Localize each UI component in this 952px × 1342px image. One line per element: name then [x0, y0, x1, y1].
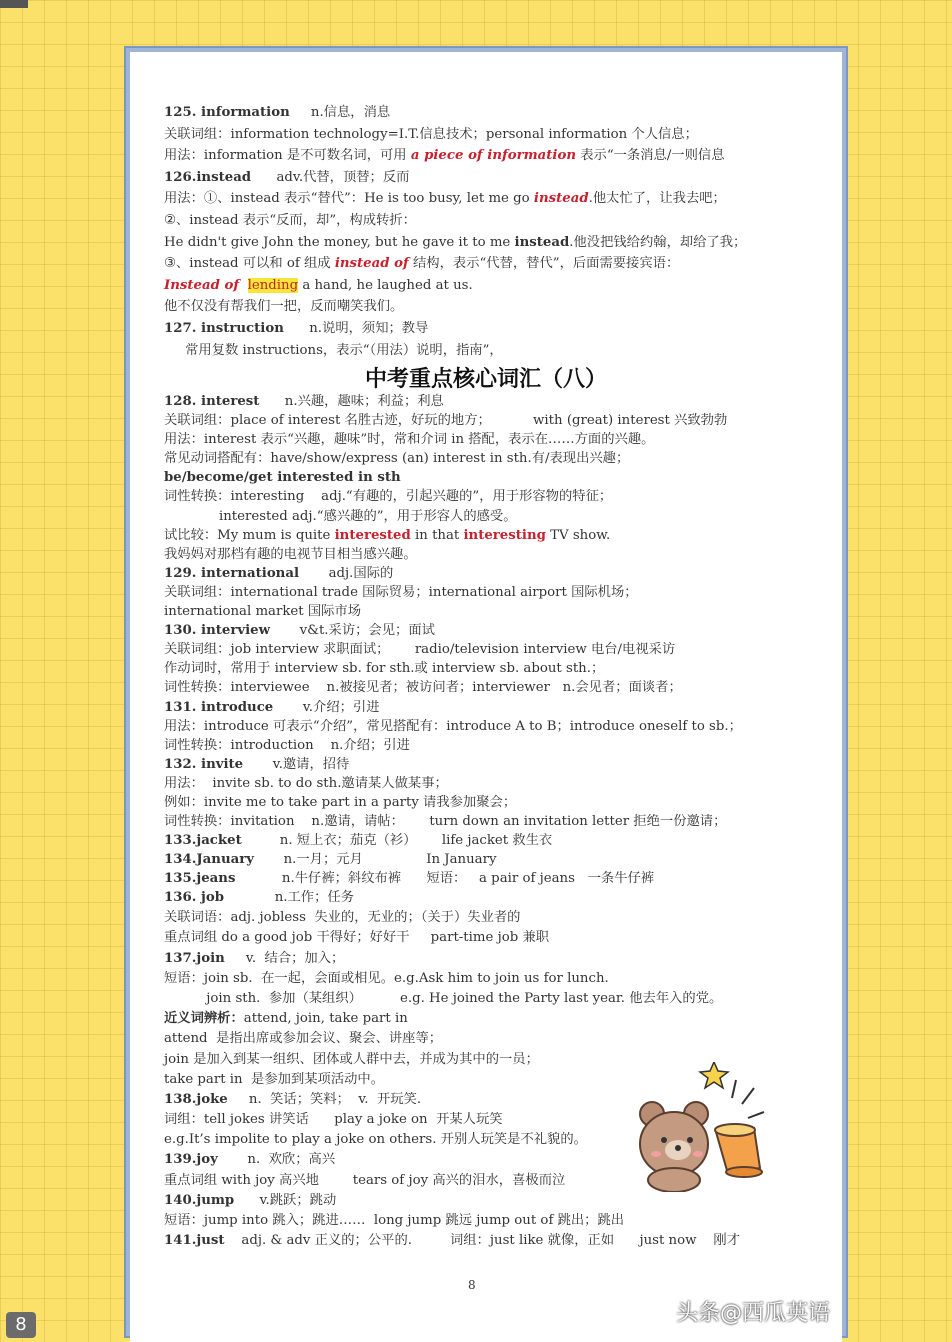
bear-with-hat-illustration	[636, 1062, 786, 1192]
text-span: .他太忙了，让我去吧；	[588, 191, 726, 207]
text-span: 关联词组：place of interest 名胜古迹，好玩的地方； with (great) interest 兴致勃勃	[164, 413, 728, 429]
text-line	[164, 167, 784, 189]
text-line	[164, 430, 784, 449]
text-line	[164, 102, 784, 124]
text-span	[239, 278, 247, 293]
text-span: n.牛仔裤；斜纹布裤 短语： a pair of jeans 一条牛仔裤	[235, 871, 655, 887]
text-span: 125. information	[164, 105, 290, 120]
text-line	[164, 564, 784, 583]
text-span: adj. & adv 正义的；公平的. 词组：just like 就像，正如 just now 刚才	[224, 1233, 741, 1249]
text-span: v.跳跃；跳动	[234, 1192, 337, 1208]
text-span: v. 结合；加入；	[224, 950, 345, 966]
text-span: attend 是指出席或参加会议、聚会、讲座等；	[164, 1031, 443, 1047]
text-span: He didn't give John the money, but he gave it to me	[164, 234, 515, 250]
text-span: ②、instead 表示“反而，却”，构成转折：	[164, 212, 416, 228]
text-span: 词性转换：interesting adj.“有趣的，引起兴趣的”，用于形容物的特征；	[164, 489, 613, 505]
text-line	[164, 698, 784, 717]
text-span: 试比较：My mum is quite	[164, 527, 335, 543]
text-span: 133.jacket	[164, 833, 242, 849]
page-badge: 8	[6, 1312, 36, 1338]
text-line	[164, 253, 784, 275]
text-span: 词性转换：invitation n.邀请，请帖： turn down an invitation letter 拒绝一份邀请；	[164, 814, 727, 830]
text-line	[164, 411, 784, 430]
entries-125-127	[164, 102, 784, 361]
text-span: be/become/get interested in sth	[164, 470, 401, 486]
text-span: interesting	[463, 527, 546, 543]
text-line	[164, 526, 784, 545]
text-span: 131. introduce	[164, 699, 274, 715]
text-line	[164, 296, 784, 318]
text-line	[164, 888, 784, 908]
text-line	[164, 1231, 784, 1251]
entries-128-135	[164, 392, 784, 888]
text-span: join 是加入到某一组织、团体或人群中去，并成为其中的一员；	[164, 1051, 539, 1067]
text-span: 重点词组 do a good job 干得好；好好干 part-time job 兼职	[164, 930, 550, 946]
text-line	[164, 908, 784, 928]
text-line	[164, 1211, 784, 1231]
text-span: a piece of information	[410, 148, 577, 164]
text-line	[164, 449, 784, 468]
text-line	[164, 969, 784, 989]
text-span: 常见动词搭配有：have/show/express (an) interest in sth.有/表现出兴趣；	[164, 451, 630, 467]
text-line	[164, 468, 784, 487]
text-line	[164, 640, 784, 659]
text-line	[164, 210, 784, 232]
text-line	[164, 232, 784, 254]
text-span: 结构，表示“代替，替代”，后面需要接宾语：	[408, 256, 680, 272]
text-span: 用法：interest 表示“兴趣，趣味”时，常和介词 in 搭配，表示在……方面的兴趣。	[164, 432, 655, 448]
text-span: 表示“一条消息/一则信息	[576, 148, 725, 164]
section-title: 中考重点核心词汇（八）	[364, 367, 607, 392]
text-span: n.一月；元月 In January	[253, 852, 497, 868]
watermark: 头条@西瓜英语	[676, 1301, 831, 1326]
text-span: 136. job	[164, 890, 224, 905]
text-line	[164, 793, 784, 812]
text-line	[164, 1029, 784, 1049]
text-span: instead	[514, 234, 570, 250]
text-line	[164, 1191, 784, 1211]
text-line	[164, 392, 784, 411]
text-line	[164, 340, 784, 362]
text-span: lending	[247, 277, 299, 293]
text-span: international market 国际市场	[164, 604, 362, 620]
text-span: ③、instead 可以和 of 组成	[164, 256, 335, 272]
text-line	[164, 602, 784, 621]
text-span: 他不仅没有帮我们一把，反而嘲笑我们。	[164, 299, 404, 315]
text-line	[164, 850, 784, 869]
text-span: 关联词组：international trade 国际贸易；international airport 国际机场；	[164, 584, 638, 600]
text-span: 139.joy	[164, 1152, 218, 1168]
text-span: n.工作；任务	[224, 890, 354, 905]
text-span: 短语：jump into 跳入；跳进…… long jump 跳远 jump out of 跳出；跳出	[164, 1213, 625, 1228]
text-line	[164, 774, 784, 793]
top-tab	[0, 0, 28, 8]
text-span: take part in 是参加到某项活动中。	[164, 1071, 385, 1087]
text-line	[164, 124, 784, 146]
text-span: 词性转换：interviewee n.被接见者；被访问者；interviewer n.会见者；面谈者；	[164, 680, 682, 696]
text-line	[164, 487, 784, 506]
text-span: join sth. 参加（某组织） e.g. He joined the Party last year. 他去年入的党。	[164, 990, 723, 1006]
text-line	[164, 507, 784, 526]
text-line	[164, 318, 784, 340]
text-line	[164, 869, 784, 888]
text-span: e.g.It’s impolite to play a joke on others. 开别人玩笑是不礼貌的。	[164, 1132, 587, 1148]
text-span: 129. international	[164, 565, 300, 581]
text-line	[164, 659, 784, 678]
text-span: a hand, he laughed at us.	[298, 277, 473, 293]
text-span: 126.instead	[164, 169, 252, 185]
text-span: 127. instruction	[164, 320, 284, 336]
text-line	[164, 545, 784, 564]
text-line	[164, 583, 784, 602]
text-span: n.兴趣，趣味；利益；利息	[259, 394, 444, 409]
text-span: 关联词组：job interview 求职面试； radio/television interview 电台/电视采访	[164, 642, 676, 658]
text-span: 我妈妈对那档有趣的电视节目相当感兴趣。	[164, 546, 417, 562]
text-span: instead	[533, 191, 589, 207]
text-span: n. 短上衣；茄克（衫） life jacket 救生衣	[241, 833, 553, 849]
text-line	[164, 831, 784, 850]
text-line	[164, 621, 784, 640]
text-span: 重点词组 with joy 高兴地 tears of joy 高兴的泪水，喜极而泣	[164, 1172, 566, 1188]
text-span: TV show.	[545, 527, 611, 543]
text-span: 140.jump	[164, 1192, 235, 1208]
text-line	[164, 928, 784, 948]
text-line	[164, 736, 784, 755]
text-span: 词组：tell jokes 讲笑话 play a joke on 开某人玩笑	[164, 1112, 503, 1128]
text-span: n.说明，须知；教导	[283, 320, 429, 336]
text-span: 135.jeans	[164, 871, 236, 887]
text-line	[164, 949, 784, 969]
text-span: n. 欢欣；高兴	[217, 1152, 336, 1168]
top-hat-icon	[715, 1124, 762, 1177]
text-span: in that	[410, 527, 464, 543]
footer-page-number: 8	[468, 1278, 476, 1292]
text-span: attend, join, take part in	[243, 1011, 408, 1027]
text-span: 137.join	[164, 950, 225, 966]
text-span: v.介绍；引进	[273, 699, 380, 715]
text-line	[164, 678, 784, 697]
text-line	[164, 755, 784, 774]
text-span: n. 笑话；笑料； v. 开玩笑.	[227, 1091, 422, 1107]
text-span: 128. interest	[164, 394, 260, 409]
text-span: 例如：invite me to take part in a party 请我参加聚会；	[164, 794, 517, 810]
text-line	[164, 275, 784, 297]
text-span: 134.January	[164, 852, 254, 868]
text-line	[164, 145, 784, 167]
text-span: n.信息，消息	[289, 105, 391, 120]
text-span: 用法： invite sb. to do sth.邀请某人做某事；	[164, 775, 448, 791]
text-span: .他没把钱给约翰，却给了我；	[569, 234, 747, 250]
text-span: 短语：join sb. 在一起，会面或相见。e.g.Ask him to join us for lunch.	[164, 970, 609, 986]
text-span: adv.代替，顶替；反而	[251, 169, 410, 185]
text-span: 用法：①、instead 表示“替代”：He is too busy, let me go	[164, 191, 534, 207]
text-span: 132. invite	[164, 756, 244, 772]
sparkle-icon	[700, 1062, 764, 1118]
text-span: Instead of	[164, 277, 240, 293]
text-span: 词性转换：introduction n.介绍；引进	[164, 737, 410, 753]
text-span: 130. interview	[164, 623, 271, 639]
text-line	[164, 717, 784, 736]
text-span: v.邀请，招待	[243, 756, 350, 772]
text-span: interested	[334, 527, 411, 543]
text-span: interested adj.“感兴趣的”，用于形容人的感受。	[164, 508, 517, 524]
text-line	[164, 812, 784, 831]
text-line	[164, 989, 784, 1009]
text-span: 用法：introduce 可表示“介绍”，常见搭配有：introduce A to B；introduce oneself to sb.；	[164, 718, 742, 734]
text-span: 关联词组：information technology=I.T.信息技术；personal information 个人信息；	[164, 126, 698, 142]
text-span: 作动词时，常用于 interview sb. for sth.或 interview sb. about sth.；	[164, 661, 605, 677]
text-span: 关联词语：adj. jobless 失业的，无业的；（关于）失业者的	[164, 910, 521, 926]
text-span: v&t.采访；会见；面试	[270, 623, 435, 639]
text-span: 141.just	[164, 1233, 225, 1249]
text-span: instead of	[334, 256, 409, 272]
text-span: 用法：information 是不可数名词，可用	[164, 148, 411, 164]
text-span: 138.joke	[164, 1091, 228, 1107]
text-span: adj.国际的	[299, 565, 394, 581]
text-span: 近义词辨析：	[164, 1011, 244, 1027]
text-line	[164, 188, 784, 210]
text-span: 常用复数 instructions，表示“（用法）说明，指南”，	[164, 342, 503, 358]
text-line	[164, 1009, 784, 1029]
